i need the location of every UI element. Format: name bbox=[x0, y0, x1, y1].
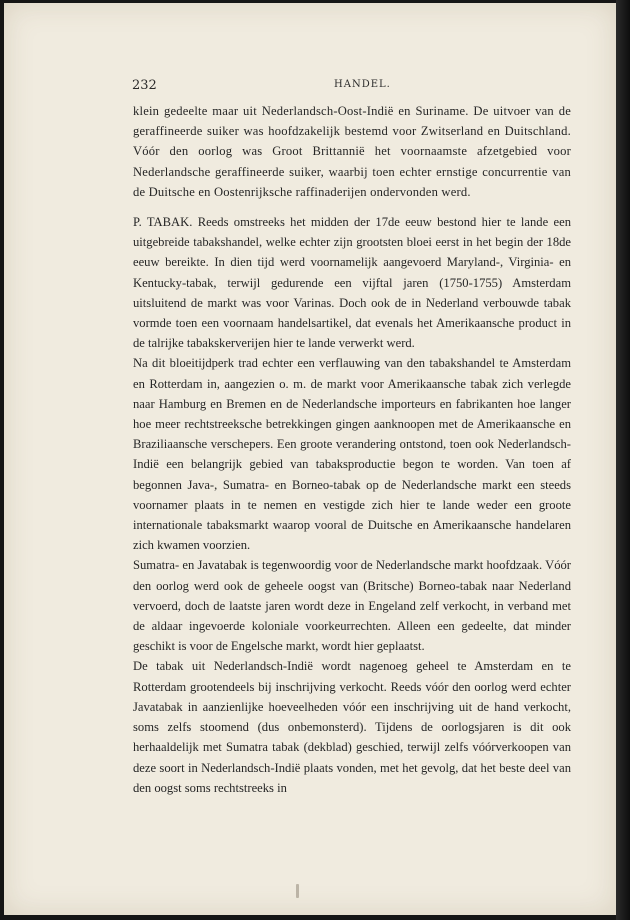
page-edge bbox=[616, 0, 630, 920]
paragraph-tabak-decline: Na dit bloeitijdperk trad echter een verflauwing van den tabakshandel te Amsterdam en Rotterdam in, aangezien o. m. de markt voor Amerikaansche tabak zich verlegde naar Hamburg en Bremen en de Nederlandsche importeurs en fabrikanten hoe langer hoe meer rechtstreeksche betrekkingen gingen aanknoopen met de Amerikaansche en Braziliaansche verschepers. Een groote verandering ontstond, toen ook Nederlandsch-Indië een belangrijk gebied van tabaksproductie begon te worden. Van toen af begonnen Java-, Sumatra- en Borneo-tabak op de Nederlandsche markt een steeds voornamer plaats in te nemen en vestigde zich hier te lande weder een groote internationale tabaksmarkt waarop vooral de Duitsche en Amerikaansche handelaren zich kwamen voorzien. bbox=[133, 356, 571, 553]
running-head: HANDEL. bbox=[334, 79, 391, 90]
paragraph-auction-sales: De tabak uit Nederlandsch-Indië wordt nagenoeg geheel te Amsterdam en te Rotterdam grootendeels bij inschrijving verkocht. Reeds vóór den oorlog werd echter Javatabak in aanzienlijke hoeveelheden vóór een inschrijving uit de hand verkocht, soms zelfs stoomend (dus onbemonsterd). Tijdens de oorlogsjaren is dit ook herhaaldelijk met Sumatra tabak (dekblad) geschied, terwijl zelfs vóórverkoopen van deze soort in Nederlandsch-Indië plaats vonden, met het gevolg, dat het beste deel van den oogst soms rechtstreeks in bbox=[133, 659, 571, 795]
page-number: 232 bbox=[132, 78, 157, 93]
page-header bbox=[132, 78, 572, 98]
paper-blemish bbox=[296, 884, 299, 898]
paragraph-sumatra-java: Sumatra- en Javatabak is tegenwoordig voor de Nederlandsche markt hoofdzaak. Vóór den oorlog werd ook de geheele oogst van (Britsche) Borneo-tabak naar Nederland vervoerd, doch de laatste jaren wordt deze in Engeland zelf verkocht, in verband met de aldaar ingevoerde koloniale voorkeurrechten. Alleen een gedeelte, dat minder geschikt is voor de Engelsche markt, wordt hier geplaatst. bbox=[133, 558, 571, 654]
paragraph-sugar-export: klein gedeelte maar uit Nederlandsch-Oost-Indië en Suriname. De uitvoer van de geraffineerde suiker was hoofdzakelijk bestemd voor Zwitserland en Duitschland. Vóór den oorlog was Groot Brittannië het voornaamste afzetgebied voor Nederlandsche geraffineerde suiker, waarbij toen echter ernstige concurrentie van de Duitsche en Oostenrijksche raffinaderijen ondervonden werd. bbox=[133, 104, 571, 199]
paragraph-tabak-history: P. TABAK. Reeds omstreeks het midden der 17de eeuw bestond hier te lande een uitgebreide tabakshandel, welke echter zijn grootsten bloei eerst in het begin der 18de eeuw bereikte. In dien tijd werd voornamelijk aangevoerd Maryland-, Virginia- en Kentucky-tabak, terwijl gedurende een vijftal jaren (1750-1755) Amsterdam uitsluitend de markt was voor Varinas. Doch ook de in Nederland verbouwde tabak vormde toen een voornaam handelsartikel, dat evenals het Amerikaansche product in de talrijke tabakskerverijen hier te lande verwerkt werd. bbox=[133, 215, 571, 351]
body-text bbox=[133, 101, 571, 798]
